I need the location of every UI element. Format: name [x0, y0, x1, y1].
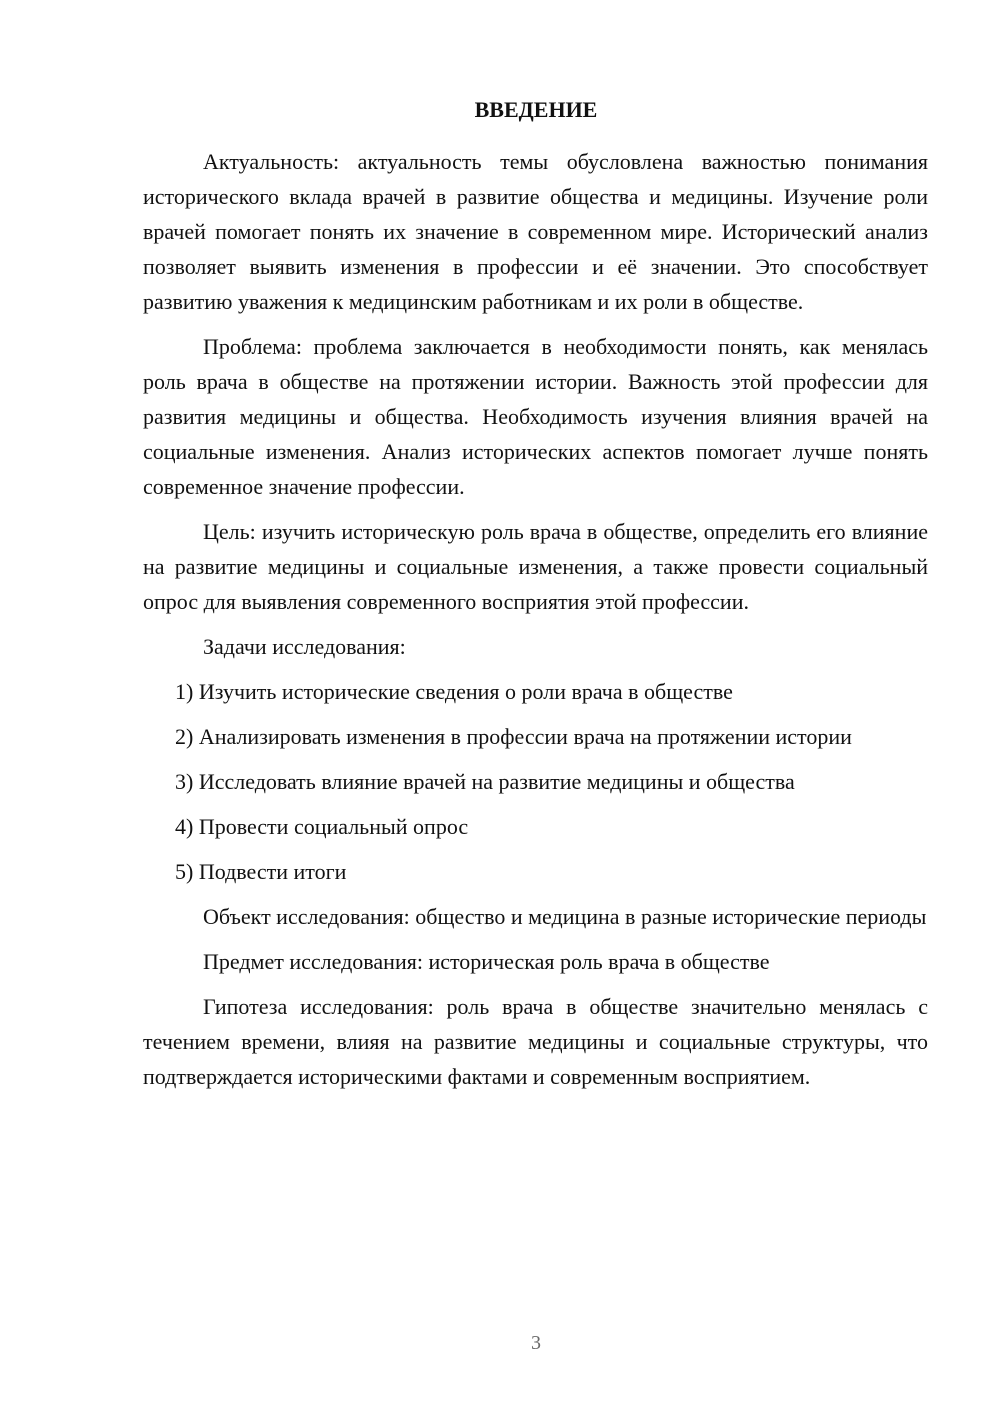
- section-title: ВВЕДЕНИЕ: [474, 97, 598, 122]
- problem-paragraph: Проблема: проблема заключается в необходимости понять, как менялась роль врача в обществе на протяжении истории. Важность этой профессии для развития медицины и общества. Необходимость изучения влияния врачей на социальные изменения. Анализ исторических аспектов помогает лучше понять современное значение профессии.: [143, 334, 928, 499]
- subject-paragraph: Предмет исследования: историческая роль врача в обществе: [203, 949, 770, 974]
- task-item: 1) Изучить исторические сведения о роли врача в обществе: [175, 679, 733, 704]
- task-item: 4) Провести социальный опрос: [175, 814, 469, 839]
- goal-paragraph: Цель: изучить историческую роль врача в обществе, определить его влияние на развитие медицины и социальные изменения, а также провести социальный опрос для выявления современного восприятия этой профессии.: [143, 519, 928, 614]
- hypothesis-paragraph: Гипотеза исследования: роль врача в обществе значительно менялась с течением времени, влияя на развитие медицины и социальные структуры, что подтверждается историческими фактами и современным восприятием.: [143, 994, 928, 1089]
- tasks-heading: Задачи исследования:: [203, 634, 406, 659]
- relevance-paragraph: Актуальность: актуальность темы обусловлена важностью понимания исторического вклада врачей в развитие общества и медицины. Изучение роли врачей помогает понять их значение в современном мире. Исторический анализ позволяет выявить изменения в профессии и её значении. Это способствует развитию уважения к медицинским работникам и их роли в обществе.: [143, 149, 928, 314]
- document-body: [143, 144, 928, 1104]
- task-item: 3) Исследовать влияние врачей на развитие медицины и общества: [175, 769, 795, 794]
- task-item: 2) Анализировать изменения в профессии врача на протяжении истории: [175, 724, 852, 749]
- object-paragraph: Объект исследования: общество и медицина в разные исторические периоды: [203, 904, 927, 929]
- task-item: 5) Подвести итоги: [175, 859, 347, 884]
- page-number: 3: [531, 1332, 541, 1354]
